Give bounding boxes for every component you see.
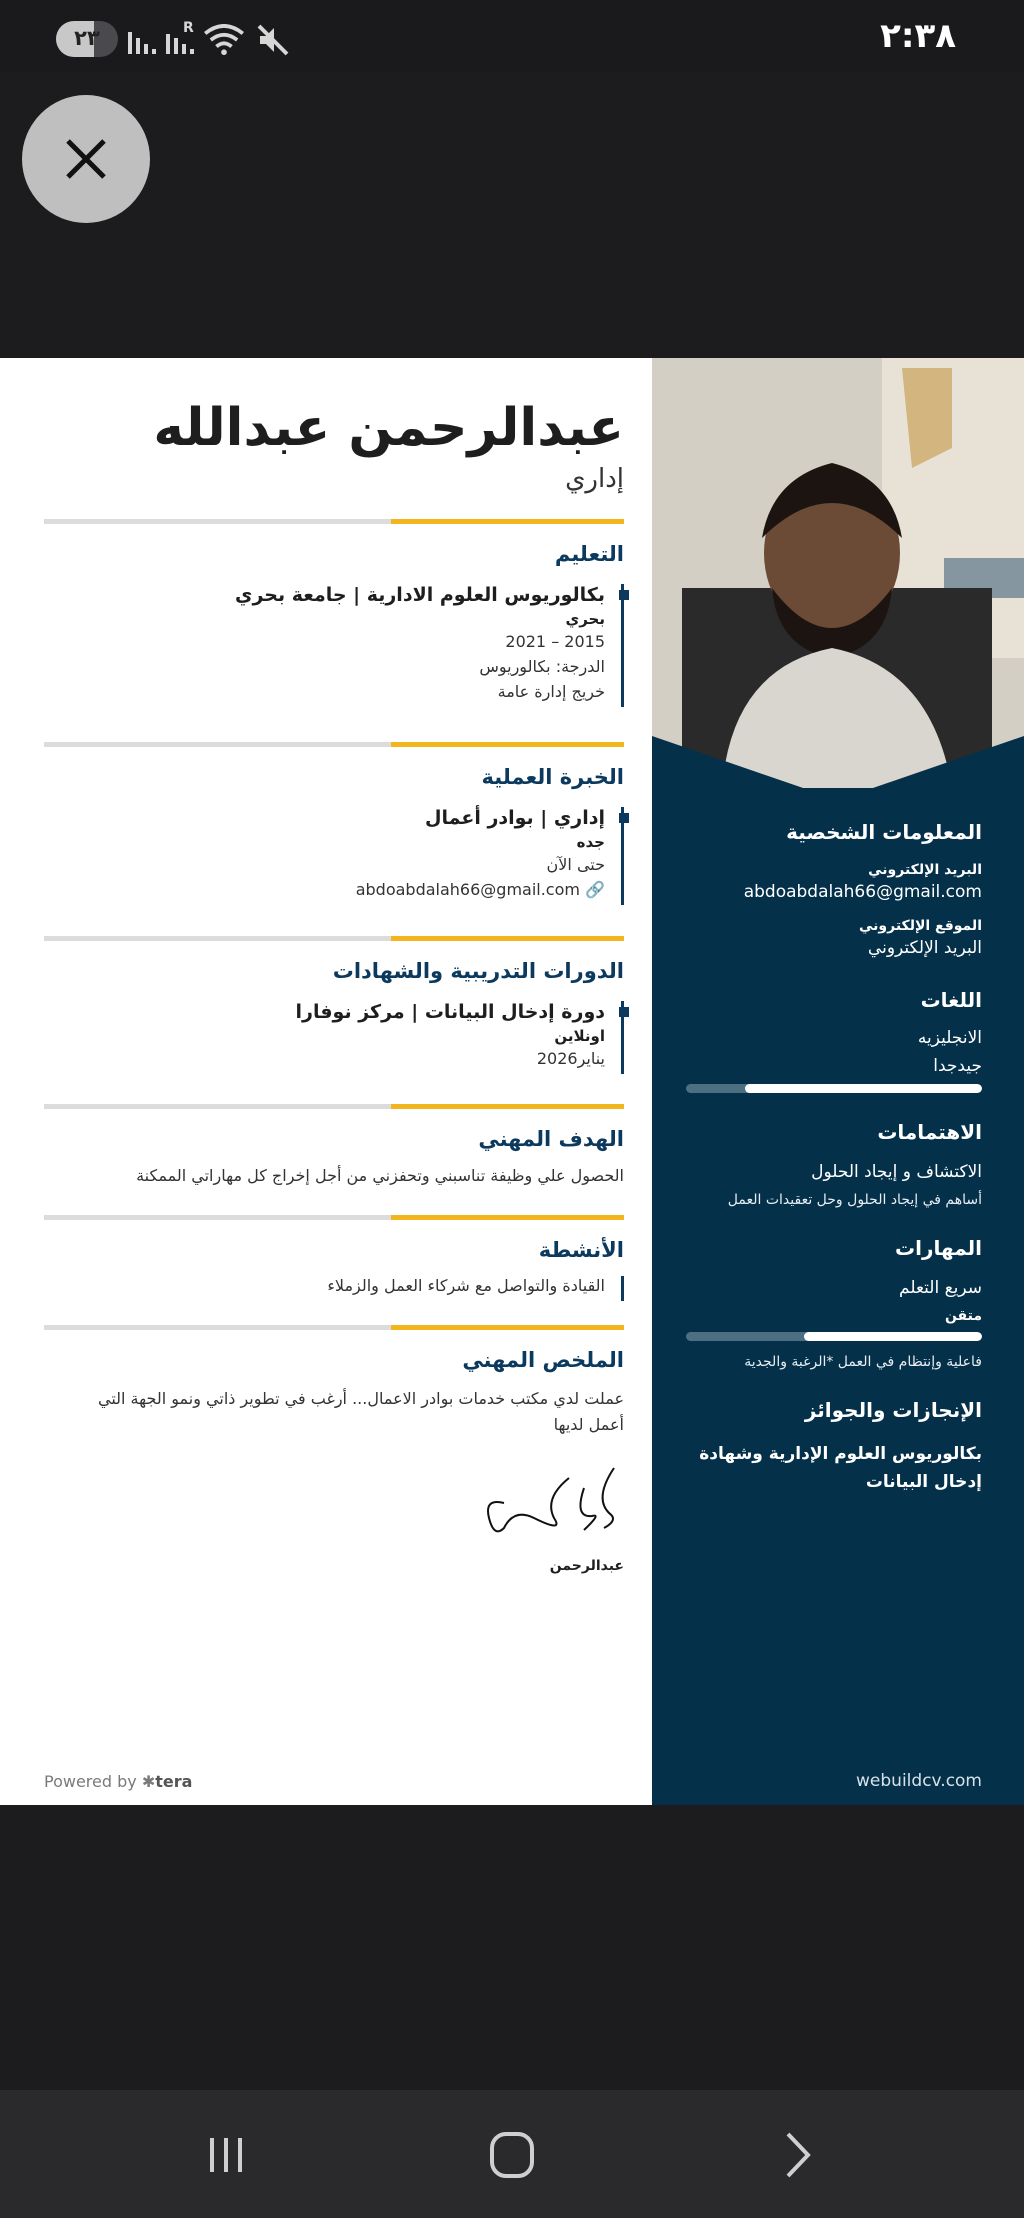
tera-logo-icon: ✱ <box>141 1772 156 1791</box>
cv-main-column <box>0 358 652 1805</box>
skill-desc: فاعلية وإنتظام في العمل *الرغبة والجدية <box>744 1354 982 1370</box>
education-grade: الدرجة: بكالوريوس <box>479 657 605 676</box>
language-level: جيدجدا <box>933 1056 982 1076</box>
education-years: 2015 – 2021 <box>505 632 605 651</box>
mute-icon <box>256 24 290 56</box>
education-degree: بكالوريوس العلوم الادارية | جامعة بحري <box>235 584 605 606</box>
cv-name: عبدالرحمن عبدالله <box>153 398 624 458</box>
experience-position: إداري | بوادر أعمال <box>424 807 605 829</box>
courses-title: الدورات التدريبية والشهادات <box>332 959 624 983</box>
clock: ٢:٣٨ <box>880 16 956 56</box>
interest-name: الاكتشاف و إيجاد الحلول <box>811 1162 982 1182</box>
course-entry <box>296 1001 624 1074</box>
powered-by-label: Powered by <box>44 1772 137 1791</box>
objective-title: الهدف المهني <box>478 1127 624 1151</box>
activities-text: القيادة والتواصل مع شركاء العمل والزملاء <box>327 1276 605 1295</box>
course-date: يناير2026 <box>536 1049 605 1068</box>
experience-email[interactable]: abdoabdalah66@gmail.com <box>355 880 580 899</box>
webuildcv-footer: webuildcv.com <box>856 1771 982 1791</box>
awards-text: بكالوريوس العلوم الإدارية وشهادة إدخال البيانات <box>699 1444 982 1492</box>
activities-entry <box>327 1276 624 1301</box>
status-bar <box>0 0 1024 72</box>
skill-progress-fill <box>804 1332 982 1341</box>
close-icon <box>22 95 150 223</box>
summary-title: الملخص المهني <box>462 1348 624 1372</box>
section-divider <box>44 519 624 524</box>
language-name: الانجليزيه <box>917 1028 982 1048</box>
battery-indicator <box>56 21 118 57</box>
experience-period: حتى الآن <box>546 855 605 874</box>
website-value: البريد الإلكتروني <box>867 938 982 958</box>
signature-name: عبدالرحمن <box>549 1558 624 1574</box>
close-button[interactable] <box>22 95 150 223</box>
languages-title: اللغات <box>920 988 982 1012</box>
section-divider <box>44 936 624 941</box>
education-note: خريج إدارة عامة <box>497 682 605 701</box>
activities-title: الأنشطة <box>538 1238 624 1262</box>
section-divider <box>44 1104 624 1109</box>
language-progress-bar <box>686 1084 982 1093</box>
section-divider <box>44 1325 624 1330</box>
education-place: بحري <box>565 610 605 628</box>
awards-title: الإنجازات والجوائز <box>804 1398 982 1422</box>
cv-sidebar <box>652 358 1024 1805</box>
cv-role: إداري <box>565 464 624 494</box>
wifi-icon <box>202 24 246 56</box>
language-progress-fill <box>745 1084 982 1093</box>
objective-text: الحصول علي وظيفة تناسبني وتحفزني من أجل إخراج كل مهاراتي الممكنة <box>136 1166 624 1185</box>
email-label: البريد الإلكتروني <box>868 862 982 878</box>
skill-progress-bar <box>686 1332 982 1341</box>
link-icon: 🔗 <box>585 880 605 899</box>
experience-email-row[interactable] <box>356 880 605 899</box>
recent-apps-icon[interactable] <box>186 2120 266 2190</box>
roaming-label: R <box>183 20 194 36</box>
cv-page <box>0 358 1024 1805</box>
personal-info-title: المعلومات الشخصية <box>786 820 982 844</box>
section-divider <box>44 742 624 747</box>
education-title: التعليم <box>554 542 624 566</box>
tera-brand: tera <box>155 1772 193 1791</box>
battery-level: ٢٣ <box>74 26 100 50</box>
skill-name: سريع التعلم <box>899 1278 982 1298</box>
profile-photo <box>652 358 1024 788</box>
section-divider <box>44 1215 624 1220</box>
website-label: الموقع الإلكتروني <box>859 918 982 934</box>
experience-entry <box>356 807 624 905</box>
interest-desc: أساهم في إيجاد الحلول وحل تعقيدات العمل <box>727 1192 982 1208</box>
interests-title: الاهتمامات <box>877 1120 982 1144</box>
signal-icon <box>126 24 160 56</box>
skill-level: متقن <box>944 1308 982 1324</box>
home-icon[interactable] <box>472 2120 552 2190</box>
skills-title: المهارات <box>895 1236 982 1260</box>
back-icon[interactable] <box>758 2120 838 2190</box>
email-value[interactable]: abdoabdalah66@gmail.com <box>743 882 982 902</box>
signature-image <box>474 1458 624 1538</box>
powered-by <box>44 1772 192 1791</box>
course-name: دورة إدخال البيانات | مركز نوفارا <box>295 1001 605 1023</box>
course-mode: اونلاين <box>554 1027 605 1045</box>
education-entry <box>235 584 624 707</box>
navigation-bar <box>0 2090 1024 2218</box>
experience-title: الخبرة العملية <box>481 765 624 789</box>
summary-text: عملت لدي مكتب خدمات بوادر الاعمال... أرغب في تطوير ذاتي ونمو الجهة التي أعمل لديها <box>97 1389 624 1434</box>
experience-city: جده <box>576 833 605 851</box>
